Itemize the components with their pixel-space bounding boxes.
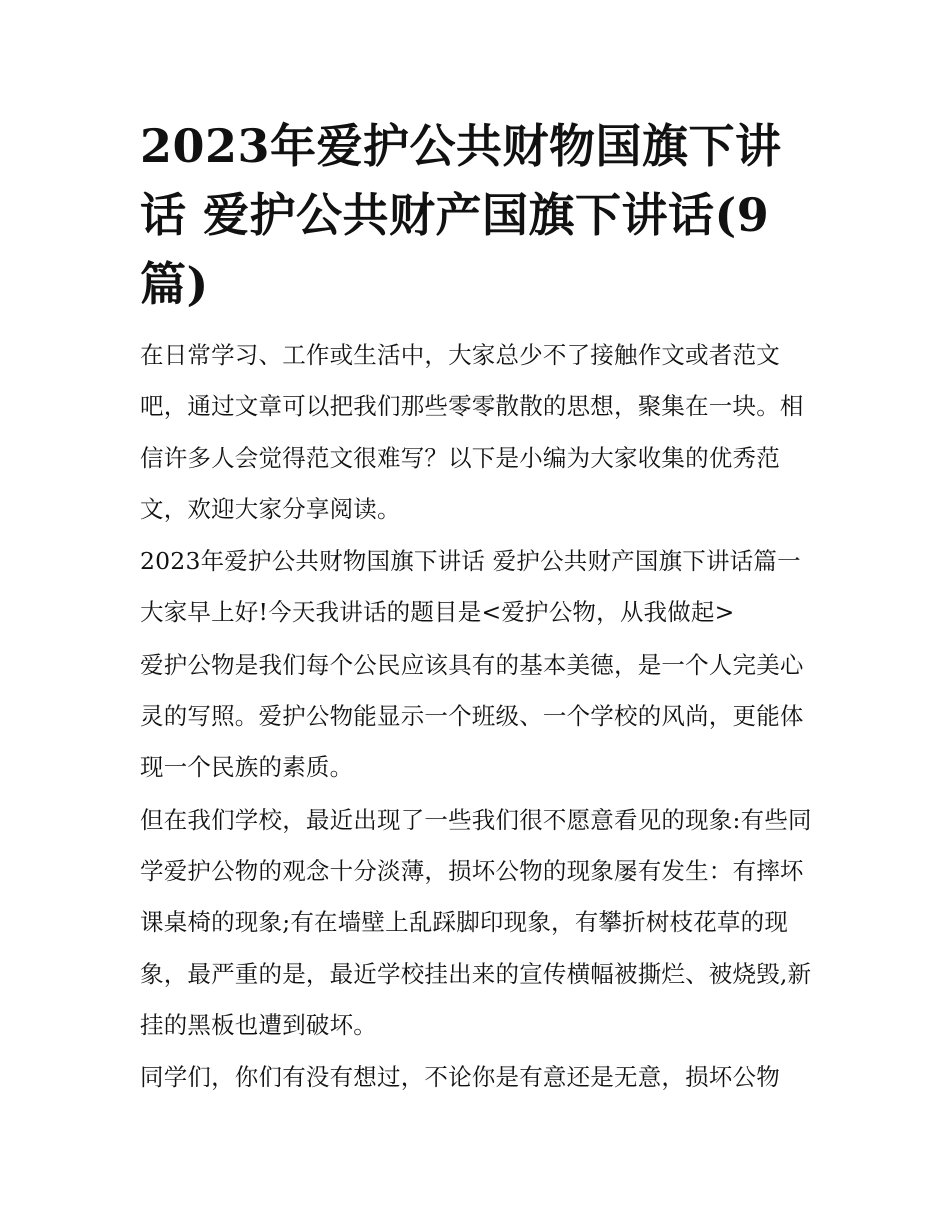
document-page	[140, 112, 816, 1104]
paragraph-virtue: 爱护公物是我们每个公民应该具有的基本美德，是一个人完美心灵的写照。爱护公物能显示一个班级、一个学校的风尚，更能体现一个民族的素质。	[140, 650, 804, 782]
document-title: 2023年爱护公共财物国旗下讲话 爱护公共财产国旗下讲话(9篇)	[140, 119, 782, 311]
paragraph-problems: 但在我们学校，最近出现了一些我们很不愿意看见的现象:有些同学爱护公物的观念十分淡薄，损坏公物的现象屡有发生：有摔坏课桌椅的现象;有在墙壁上乱踩脚印现象，有攀折树枝花草的现象，最严重的是，最近学校挂出来的宣传横幅被撕烂、被烧毁,新挂的黑板也遭到破坏。	[140, 805, 812, 1039]
paragraph-question: 同学们，你们有没有想过，不论你是有意还是无意，损坏公物	[140, 1063, 780, 1092]
paragraph-section-heading: 2023年爱护公共财物国旗下讲话 爱护公共财产国旗下讲话篇一 大家早上好!今天我讲话的题目是<爱护公物，从我做起>	[140, 547, 801, 627]
paragraph-intro: 在日常学习、工作或生活中，大家总少不了接触作文或者范文吧，通过文章可以把我们那些零零散散的思想，聚集在一块。相信许多人会觉得范文很难写？以下是小编为大家收集的优秀范文，欢迎大家分享阅读。	[140, 341, 804, 523]
